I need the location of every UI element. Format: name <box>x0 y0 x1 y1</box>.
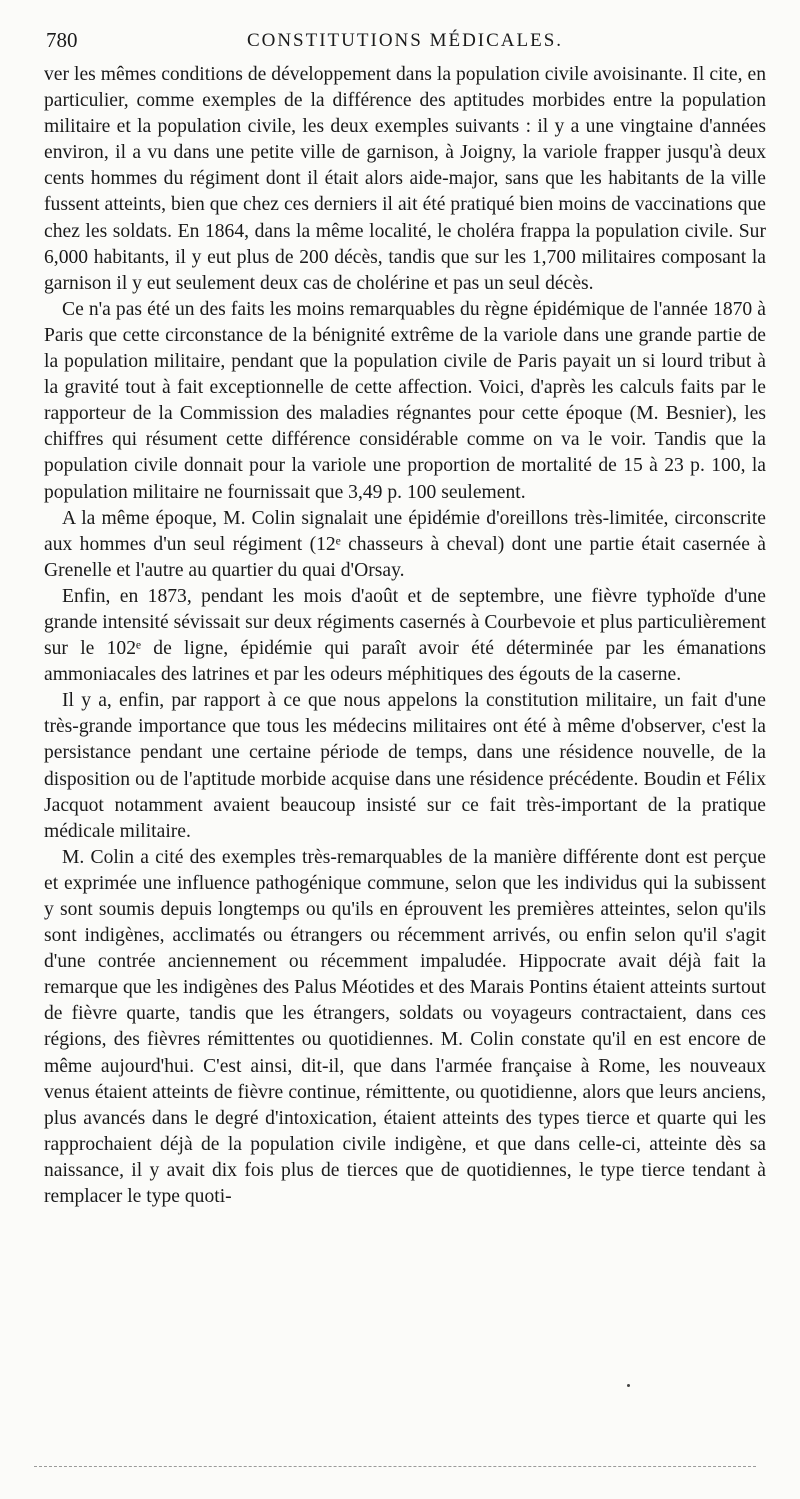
page-number: 780 <box>46 28 78 52</box>
paragraph-1: ver les mêmes conditions de développement dans la population civile avoisinante. Il cite, en particulier, comme exemples de la différence des aptitudes morbides entre la population militaire et la population civile, les deux exemples suivants : il y a une vingtaine d'années environ, il a vu dans une petite ville de garnison, à Joigny, la variole frapper jusqu'à deux cents hommes du régiment dont il était alors aide-major, sans que les habitants de la ville fussent atteints, bien que chez ces derniers il ait été pratiqué bien moins de vaccinations que chez les soldats. En 1864, dans la même localité, le choléra frappa la population civile. Sur 6,000 habitants, il y eut plus de 200 décès, tandis que sur les 1,700 militaires composant la garnison il y eut seulement deux cas de cholérine et pas un seul décès. <box>44 64 766 294</box>
bottom-edge-rule <box>34 1466 756 1467</box>
body-text <box>44 62 766 1210</box>
paragraph-4: Enfin, en 1873, pendant les mois d'août et de septembre, une fièvre typhoïde d'une grande intensité sévissait sur deux régiments casernés à Courbevoie et plus particulièrement sur le 102ᵉ de ligne, épidémie qui paraît avoir été déterminée par les émanations ammoniacales des latrines et par les odeurs méphitiques des égouts de la caserne. <box>44 585 766 686</box>
book-page <box>44 28 766 1210</box>
page-header <box>44 28 766 62</box>
paragraph-5: Il y a, enfin, par rapport à ce que nous appelons la constitution militaire, un fait d'une très-grande importance que tous les médecins militaires ont été à même d'observer, c'est la persistance pendant une certaine période de temps, dans une résidence nouvelle, de la disposition ou de l'aptitude morbide acquise dans une résidence précédente. Boudin et Félix Jacquot notamment avaient beaucoup insisté sur ce fait très-important de la pratique médicale militaire. <box>44 690 766 842</box>
paragraph-3: A la même époque, M. Colin signalait une épidémie d'oreillons très-limitée, circonscrite aux hommes d'un seul régiment (12ᵉ chasseurs à cheval) dont une partie était casernée à Grenelle et l'autre au quartier du quai d'Orsay. <box>44 507 766 581</box>
paragraph-6: M. Colin a cité des exemples très-remarquables de la manière différente dont est perçue et exprimée une influence pathogénique commune, selon que les individus qui la subissent y sont soumis depuis longtemps ou qu'ils en éprouvent les premières atteintes, selon qu'ils sont indigènes, acclimatés ou étrangers ou récemment arrivés, ou enfin selon qu'il s'agit d'une contrée anciennement ou récemment impaludée. Hippocrate avait déjà fait la remarque que les indigènes des Palus Méotides et des Marais Pontins étaient atteints surtout de fièvre quarte, tandis que les étrangers, soldats ou voyageurs contractaient, dans ces régions, des fièvres rémittentes ou quotidiennes. M. Colin constate qu'il en est encore de même aujourd'hui. C'est ainsi, dit-il, que dans l'armée française à Rome, les nouveaux venus étaient atteints de fièvre continue, rémittente, ou quotidienne, alors que leurs anciens, plus avancés dans le degré d'intoxication, étaient atteints des types tierce et quarte qui les rapprochaient déjà de la population civile indigène, et que dans celle-ci, atteinte dès sa naissance, il y avait dix fois plus de tierces que de quotidiennes, le type tierce tendant à remplacer le type quoti- <box>44 846 766 1208</box>
print-speck <box>627 1384 630 1387</box>
paragraph-2: Ce n'a pas été un des faits les moins remarquables du règne épidémique de l'année 1870 à Paris que cette circonstance de la bénignité extrême de la variole dans une grande partie de la population militaire, pendant que la population civile de Paris payait un si lourd tribut à la gravité tout à fait exceptionnelle de cette affection. Voici, d'après les calculs faits par le rapporteur de la Commission des maladies régnantes pour cette époque (M. Besnier), les chiffres qui résument cette différence considérable comme on va le voir. Tandis que la population civile donnait pour la variole une proportion de mortalité de 15 à 23 p. 100, la population militaire ne fournissait que 3,49 p. 100 seulement. <box>44 298 766 503</box>
running-title: CONSTITUTIONS MÉDICALES. <box>246 30 564 51</box>
